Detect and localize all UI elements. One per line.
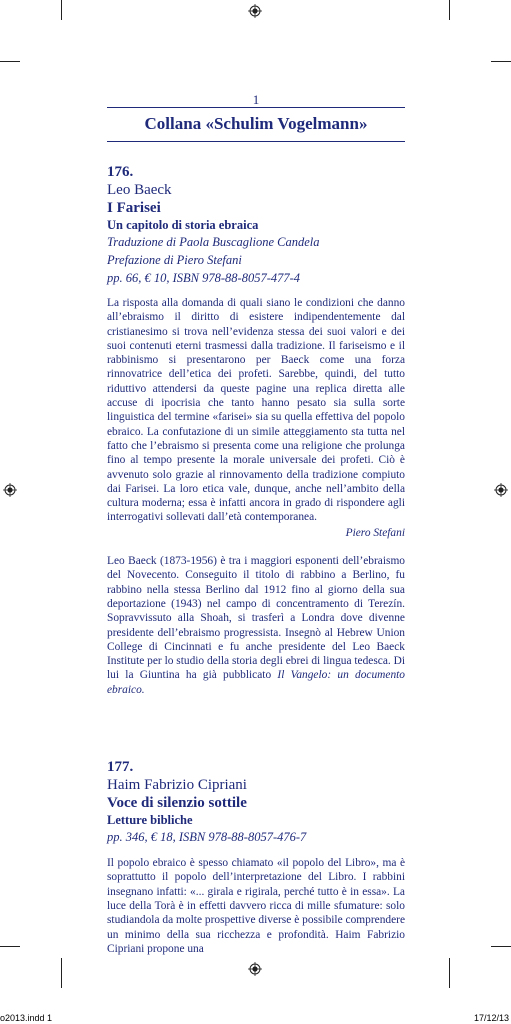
author-bio-text: Leo Baeck (1873-1956) è tra i maggiori esponenti dell’ebraismo del Novecento. Conseguito il titolo di rabbino a Berlino, fu rabbino nella stessa Berlino dal 1912 fino al giorno della sua deportazione (1943) nel campo di concentramento di Terezín. Sopravvissuto alla Shoah, si trasferì a Londra dove divenne presidente dell’ebraismo progressista. Insegnò al Hebrew Union College di Cincinnati e fu anche presidente del Leo Baeck Institute per lo studio della storia degli ebrei di lingua tedesca. Di lui la Giuntina ha già pubblicato (107, 555, 405, 682)
entry-signature: Piero Stefani (345, 526, 405, 539)
crop-mark-bottom-left-horizontal (0, 946, 20, 947)
crop-mark-bottom-left-vertical (61, 958, 62, 988)
entry-title: Voce di silenzio sottile (107, 795, 247, 812)
author-bio-book-title: Il Vangelo: un documento ebraico. (107, 669, 405, 696)
footer-date: 17/12/13 (473, 1013, 509, 1023)
page-content (107, 92, 405, 956)
crop-mark-bottom-right-vertical (449, 958, 450, 988)
entry-translation: Traduzione di Paola Buscaglione Candela (107, 235, 320, 249)
crosshair-registration-icon (494, 483, 508, 497)
entry-description: Il popolo ebraico è spesso chiamato «il popolo del Libro», ma è soprattutto il popolo dell’interpretazione del Libro. I rabbini insegnano infatti: «... girala e rigirala, perché tutto è in essa». La luce della Torà è in effetti davvero ricca di mille sfumature: solo studiandola da molte prospettive diverse è possibile comprendere un minimo della sua ricchezza e profondità. Haim Fabrizio Cipriani propone una (107, 857, 405, 955)
crosshair-registration-icon (3, 483, 17, 497)
entry-description: La risposta alla domanda di quali siano le condizioni che danno all’ebraismo il diritto di esistere indipendentemente dal cristianesimo si trova nell’evidenza stessa dei suoi valori e dei suoi contenuti eterni trasmessi dalla tradizione. Il fariseismo e il rabbinismo si presentarono per Baeck come una forza rinnovatrice dell’etica dei profeti. Sarebbe, quindi, del tutto riduttivo attendersi da queste pagine una replica diretta alle accuse di ipocrisia che tanto hanno pesato sia sulla sorte linguistica del termine «farisei» sia su quella effettiva del popolo ebraico. La confutazione di un simile atteggiamento sta tutta nel fatto che l’ebraismo si presenta come una religione che prolunga fino al tempo presente la morale universale dei profeti. Ciò è avvenuto solo grazie al rinnovamento della tradizione compiuto dai Farisei. La loro etica vale, dunque, anche nell’ambito della cultura moderna; essa è infatti ancora in grado di rispondere agli interrogativi sollevati dall’età contemporanea. (107, 297, 405, 524)
crop-mark-bottom-right-horizontal (491, 946, 511, 947)
entry-title: I Farisei (107, 200, 161, 216)
series-title: Collana «Schulim Vogelmann» (144, 114, 368, 133)
entry-number: 177. (107, 759, 134, 776)
entry-subtitle: Un capitolo di storia ebraica (107, 218, 259, 232)
entry-author: Leo Baeck (107, 182, 172, 198)
crosshair-registration-icon (248, 4, 262, 18)
author-bio (107, 554, 405, 697)
crop-mark-top-right-horizontal (491, 61, 511, 62)
entry-subtitle: Letture bibliche (107, 813, 193, 828)
entry-preface: Prefazione di Piero Stefani (107, 253, 242, 267)
crop-mark-top-left-horizontal (0, 61, 20, 62)
page-number: 1 (252, 92, 260, 107)
entry-details: pp. 346, € 18, ISBN 978-88-8057-476-7 (107, 830, 307, 845)
crosshair-registration-icon (248, 962, 262, 976)
crop-mark-top-right-vertical (449, 0, 450, 20)
header-rule-bottom (107, 141, 405, 142)
header-rule-top (107, 107, 405, 108)
footer-filename: o2013.indd 1 (0, 1013, 53, 1023)
crop-mark-top-left-vertical (61, 0, 62, 20)
entry-number: 176. (107, 164, 134, 180)
entry-author: Haim Fabrizio Cipriani (107, 777, 247, 794)
entry-details: pp. 66, € 10, ISBN 978-88-8057-477-4 (107, 271, 301, 285)
book-entry-176 (107, 163, 405, 697)
book-entry-177 (107, 758, 405, 956)
